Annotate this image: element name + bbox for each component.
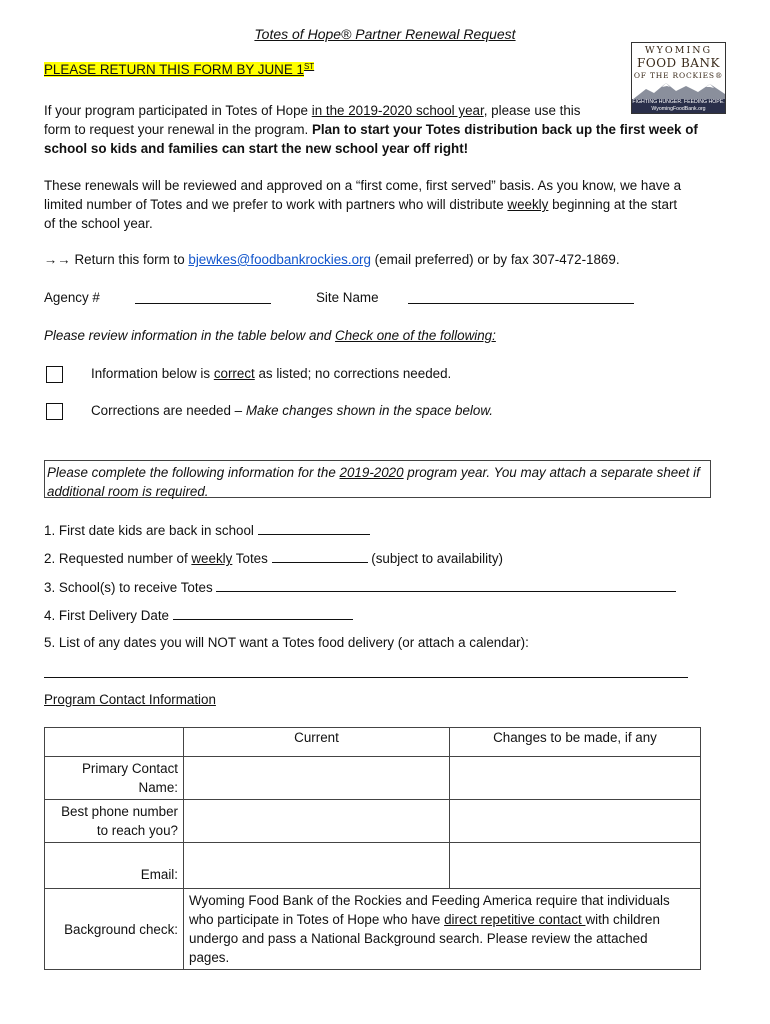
table-row [45, 889, 701, 970]
primary-contact-label-1: Primary Contact [82, 761, 178, 776]
contact-heading: Program Contact Information [44, 692, 216, 707]
item-3-label: 3. School(s) to receive Totes [44, 580, 217, 595]
logo-line-2: FOOD BANK [637, 56, 720, 70]
email-current-field[interactable] [184, 843, 450, 889]
bg-line-4: pages. [189, 950, 230, 965]
no-corrections-label [91, 366, 451, 381]
corrections-needed-checkbox[interactable] [46, 403, 63, 420]
return-deadline-text: PLEASE RETURN THIS FORM BY JUNE 1 [44, 62, 304, 78]
table-row [45, 757, 701, 800]
return-instructions [44, 252, 620, 267]
renewal-line-2a: limited number of Totes and we prefer to work with partners who will distribute [44, 197, 508, 212]
intro-text-b: , please use this [483, 103, 581, 118]
col-changes-header: Changes to be made, if any [450, 728, 701, 757]
item-1-label: 1. First date kids are back in school [44, 523, 258, 538]
logo-line-3: OF THE ROCKIES® [633, 71, 724, 80]
note-text-c: additional room is required. [47, 484, 209, 499]
renewal-paragraph [44, 176, 734, 233]
intro-text-a: If your program participated in Totes of Hope [44, 103, 312, 118]
review-check-one: Check one of the following: [335, 328, 496, 343]
col-current-header: Current [184, 728, 450, 757]
opt2-text-a: Corrections are needed – [91, 403, 246, 418]
first-delivery-field[interactable] [173, 606, 353, 620]
note-text-a: Please complete the following information for the [47, 465, 340, 480]
double-arrow-icon: →→ [44, 252, 71, 267]
primary-contact-label-2: Name: [138, 780, 178, 795]
mountain-icon [632, 80, 725, 100]
opt1-correct: correct [213, 366, 255, 381]
opt1-text-a: Information below is [91, 366, 214, 381]
phone-current-field[interactable] [184, 800, 450, 843]
bg-line-3: undergo and pass a National Background search. Please review the attached [189, 931, 648, 946]
intro-bold-2: school so kids and families can start the new school year off right! [44, 141, 469, 156]
review-text: Please review information in the table below and [44, 328, 336, 343]
agency-label: Agency # [44, 290, 100, 305]
first-date-field[interactable] [258, 521, 370, 535]
opt1-text-b: as listed; no corrections needed. [254, 366, 452, 381]
return-deadline-notice [44, 62, 314, 77]
table-header-row [45, 728, 701, 757]
agency-number-field[interactable] [135, 290, 271, 304]
intro-bold-1: Plan to start your Totes distribution back up the first week of [311, 122, 698, 137]
logo-tagline: FIGHTING HUNGER. FEEDING HOPE. [632, 99, 725, 105]
item-2-label-b: Totes [232, 551, 272, 566]
item-4-label: 4. First Delivery Date [44, 608, 173, 623]
schools-field[interactable] [216, 578, 676, 592]
corrections-needed-label [91, 403, 493, 418]
excluded-dates-field[interactable] [44, 677, 688, 678]
item-2-label-c: (subject to availability) [367, 551, 503, 566]
intro-text-c: form to request your renewal in the program. [44, 122, 312, 137]
background-check-label: Background check: [45, 889, 184, 970]
table-row [45, 800, 701, 843]
table-row [45, 843, 701, 889]
note-text-b: program year. You may attach a separate sheet if [403, 465, 700, 480]
phone-label-2: to reach you? [96, 823, 178, 838]
intro-school-year: in the 2019-2020 school year [311, 103, 484, 118]
bg-line-2b: with children [585, 912, 660, 927]
bg-direct-contact: direct repetitive contact [444, 912, 586, 927]
item-first-date [44, 521, 370, 538]
phone-label-1: Best phone number [61, 804, 178, 819]
primary-contact-changes-field[interactable] [450, 757, 701, 800]
email-label: Email: [45, 843, 184, 889]
return-text-b: (email preferred) or by fax 307-472-1869. [370, 252, 620, 267]
intro-paragraph [44, 101, 714, 158]
bg-line-1: Wyoming Food Bank of the Rockies and Feeding America require that individuals [189, 893, 670, 908]
item-requested-totes [44, 549, 503, 566]
item-first-delivery [44, 606, 353, 623]
item-excluded-dates: 5. List of any dates you will NOT want a Totes food delivery (or attach a calendar): [44, 635, 529, 650]
form-title: Totes of Hope® Partner Renewal Request [254, 26, 516, 42]
renewal-weekly: weekly [507, 197, 549, 212]
renewal-line-3: of the school year. [44, 216, 153, 231]
phone-changes-field[interactable] [450, 800, 701, 843]
email-link[interactable]: bjewkes@foodbankrockies.org [188, 252, 371, 267]
contact-table [44, 727, 701, 970]
return-deadline-sup: ST [303, 62, 315, 71]
logo-url: WyomingFoodBank.org [651, 105, 706, 112]
item-schools [44, 578, 676, 595]
site-name-field[interactable] [408, 290, 634, 304]
program-year-note [44, 460, 711, 498]
bg-line-2a: who participate in Totes of Hope who have [189, 912, 445, 927]
phone-label [45, 800, 184, 843]
opt2-italic: Make changes shown in the space below. [245, 403, 493, 418]
email-changes-field[interactable] [450, 843, 701, 889]
primary-contact-current-field[interactable] [184, 757, 450, 800]
return-text-a: Return this form to [70, 252, 189, 267]
no-corrections-checkbox[interactable] [46, 366, 63, 383]
renewal-line-1: These renewals will be reviewed and approved on a “first come, first served” basis. As you know, we have a [44, 178, 682, 193]
primary-contact-label [45, 757, 184, 800]
renewal-line-2b: beginning at the start [548, 197, 678, 212]
item-2-weekly: weekly [191, 551, 233, 566]
background-check-text [184, 889, 701, 970]
table-header-empty [45, 728, 184, 757]
note-year: 2019-2020 [339, 465, 404, 480]
requested-totes-field[interactable] [272, 549, 368, 563]
logo-line-1: WYOMING [644, 45, 713, 56]
item-2-label-a: 2. Requested number of [44, 551, 192, 566]
site-name-label: Site Name [316, 290, 379, 305]
review-instruction [44, 328, 496, 343]
